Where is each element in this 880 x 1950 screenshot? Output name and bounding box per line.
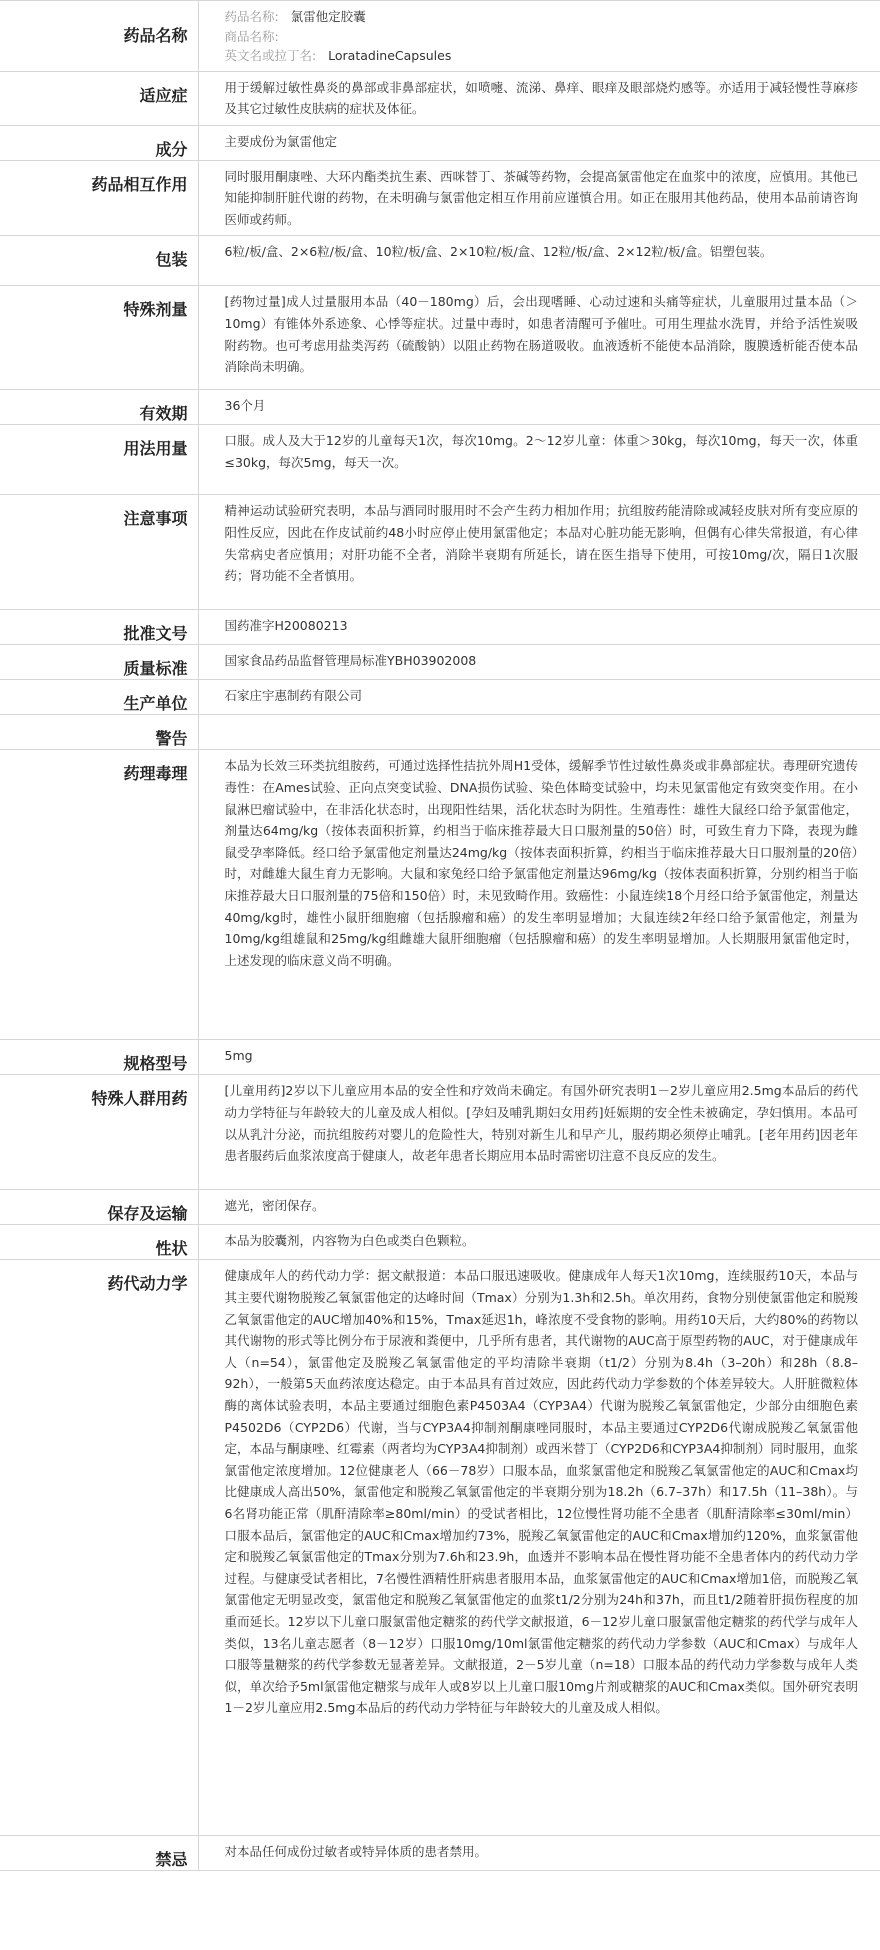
label-overdose: 特殊剂量 (0, 286, 198, 390)
value-appearance: 本品为胶囊剂，内容物为白色或类白色颗粒。 (198, 1225, 880, 1260)
value-overdose: [药物过量]成人过量服用本品（40－180mg）后，会出现嗜睡、心动过速和头痛等症状，儿童服用过量本品（＞10mg）有锥体外系迹象、心悸等症状。过量中毒时，如患者清醒可予催吐。可用生理盐水洗胃，并给予活性炭吸附药物。也可考虑用盐类泻药（硫酸钠）以阻止药物在肠道吸收。血液透析不能使本品消除，腹膜透析能否使本品消除尚未明确。 (198, 286, 880, 390)
label-quality-standard: 质量标准 (0, 645, 198, 680)
value-warning (198, 715, 880, 750)
value-dosage: 口服。成人及大于12岁的儿童每天1次，每次10mg。2～12岁儿童：体重＞30kg，每次10mg，每天一次，体重≤30kg，每次5mg，每天一次。 (198, 425, 880, 495)
value-drug-name (198, 1, 880, 72)
label-specification: 规格型号 (0, 1040, 198, 1075)
row-overdose (0, 286, 880, 390)
generic-name-label: 药品名称: (224, 9, 279, 24)
label-manufacturer: 生产单位 (0, 680, 198, 715)
value-precautions: 精神运动试验研究表明，本品与酒同时服用时不会产生药力相加作用；抗组胺药能清除或减轻皮肤对所有变应原的阳性反应，因此在作皮试前约48小时应停止使用氯雷他定；本品对心脏功能无影响，但偶有心律失常报道，有心律失常病史者应慎用；对肝功能不全者，消除半衰期有所延长，请在医生指导下使用，可按10mg/次，隔日1次服药；肾功能不全者慎用。 (198, 495, 880, 610)
value-approval-number: 国药准字H20080213 (198, 610, 880, 645)
row-packaging (0, 236, 880, 286)
label-warning: 警告 (0, 715, 198, 750)
label-shelf-life: 有效期 (0, 390, 198, 425)
label-dosage: 用法用量 (0, 425, 198, 495)
trade-name-label: 商品名称: (224, 28, 279, 44)
value-pharmacology: 本品为长效三环类抗组胺药，可通过选择性拮抗外周H1受体，缓解季节性过敏性鼻炎或非鼻部症状。毒理研究遗传毒性：在Ames试验、正向点突变试验、DNA损伤试验、染色体畸变试验中，均未见氯雷他定有致突变作用。在小鼠淋巴瘤试验中，在非活化状态时，出现阳性结果，活化状态时为阴性。生殖毒性：雄性大鼠经口给予氯雷他定，剂量达64mg/kg（按体表面积折算，约相当于临床推荐最大日口服剂量的50倍）时，可致生育力下降，表现为雌鼠受孕率降低。经口给予氯雷他定剂量达24mg/kg（按体表面积折算，约相当于临床推荐最大日口服剂量的20倍）时，对雌雄大鼠生育力无影响。大鼠和家兔经口给予氯雷他定剂量达96mg/kg（按体表面积折算，分别约相当于临床推荐最大日口服剂量的75倍和150倍）时，未见致畸作用。致癌性：小鼠连续18个月经口给予氯雷他定，剂量达40mg/kg时，雄性小鼠肝细胞瘤（包括腺瘤和癌）的发生率明显增加；大鼠连续2年经口给予氯雷他定，剂量为10mg/kg组雄鼠和25mg/kg组雌雄大鼠肝细胞瘤（包括腺瘤和癌）的发生率明显增加。人长期服用氯雷他定时，上述发现的临床意义尚不明确。 (198, 750, 880, 1040)
generic-name-value: 氯雷他定胶囊 (290, 9, 366, 24)
value-specification: 5mg (198, 1040, 880, 1075)
row-drug-name (0, 1, 880, 72)
value-ingredients: 主要成份为氯雷他定 (198, 125, 880, 160)
label-approval-number: 批准文号 (0, 610, 198, 645)
row-warning (0, 715, 880, 750)
label-appearance: 性状 (0, 1225, 198, 1260)
row-shelf-life (0, 390, 880, 425)
row-appearance (0, 1225, 880, 1260)
row-indications (0, 71, 880, 125)
label-interactions: 药品相互作用 (0, 160, 198, 236)
row-pharmacology (0, 750, 880, 1040)
value-packaging: 6粒/板/盒、2×6粒/板/盒、10粒/板/盒、2×10粒/板/盒、12粒/板/盒、2×12粒/板/盒。铝塑包装。 (198, 236, 880, 286)
value-shelf-life: 36个月 (198, 390, 880, 425)
row-manufacturer (0, 680, 880, 715)
value-contraindications: 对本品任何成份过敏者或特异体质的患者禁用。 (198, 1836, 880, 1871)
english-name-value: LoratadineCapsules (328, 48, 452, 63)
label-drug-name: 药品名称 (0, 1, 198, 72)
row-interactions (0, 160, 880, 236)
row-specification (0, 1040, 880, 1075)
value-manufacturer: 石家庄宇惠制药有限公司 (198, 680, 880, 715)
label-precautions: 注意事项 (0, 495, 198, 610)
row-special-populations (0, 1075, 880, 1190)
row-precautions (0, 495, 880, 610)
english-name-label: 英文名或拉丁名: (224, 48, 317, 63)
value-storage: 遮光，密闭保存。 (198, 1190, 880, 1225)
row-dosage (0, 425, 880, 495)
label-storage: 保存及运输 (0, 1190, 198, 1225)
value-quality-standard: 国家食品药品监督管理局标准YBH03902008 (198, 645, 880, 680)
row-quality-standard (0, 645, 880, 680)
row-contraindications (0, 1836, 880, 1871)
value-special-populations: [儿童用药]2岁以下儿童应用本品的安全性和疗效尚未确定。有国外研究表明1－2岁儿童应用2.5mg本品后的药代动力学特征与年龄较大的儿童及成人相似。[孕妇及哺乳期妇女用药]妊娠期的安全性未被确定，孕妇慎用。本品可以从乳汁分泌，而抗组胺药对婴儿的危险性大，特别对新生儿和早产儿，服药期必须停止哺乳。[老年用药]因老年患者服药后血浆浓度高于健康人，故老年患者长期应用本品时需密切注意不良反应的发生。 (198, 1075, 880, 1190)
row-storage (0, 1190, 880, 1225)
label-indications: 适应症 (0, 71, 198, 125)
value-interactions: 同时服用酮康唑、大环内酯类抗生素、西咪替丁、茶碱等药物，会提高氯雷他定在血浆中的浓度，应慎用。其他已知能抑制肝脏代谢的药物，在未明确与氯雷他定相互作用前应谨慎合用。如正在服用其他药品，使用本品前请咨询医师或药师。 (198, 160, 880, 236)
label-pharmacology: 药理毒理 (0, 750, 198, 1040)
label-packaging: 包装 (0, 236, 198, 286)
value-indications: 用于缓解过敏性鼻炎的鼻部或非鼻部症状，如喷嚏、流涕、鼻痒、眼痒及眼部烧灼感等。亦适用于减轻慢性荨麻疹及其它过敏性皮肤病的症状及体征。 (198, 71, 880, 125)
row-pharmacokinetics (0, 1260, 880, 1836)
label-pharmacokinetics: 药代动力学 (0, 1260, 198, 1836)
row-ingredients (0, 125, 880, 160)
value-pharmacokinetics: 健康成年人的药代动力学：据文献报道：本品口服迅速吸收。健康成年人每天1次10mg，连续服药10天，本品与其主要代谢物脱羧乙氧氯雷他定的达峰时间（Tmax）分别为1.3h和2.5h。单次用药，食物分别使氯雷他定和脱羧乙氧氯雷他定的AUC增加40%和15%，Tmax延迟1h，峰浓度不受食物的影响。用药10天后，大约80%的药物以其代谢物的形式等比例分布于尿液和粪便中，几乎所有患者，其代谢物的AUC高于原型药物的AUC，对于健康成年人（n=54），氯雷他定及脱羧乙氧氯雷他定的平均清除半衰期（t1/2）分别为8.4h（3–20h）和28h（8.8–92h），一般第5天血药浓度达稳定。由于本品具有首过效应，因此药代动力学参数的个体差异较大。人肝脏微粒体酶的离体试验表明，本品主要通过细胞色素P4503A4（CYP3A4）代谢为脱羧乙氧氯雷他定，少部分由细胞色素P4502D6（CYP2D6）代谢，当与CYP3A4抑制剂酮康唑同服时，本品主要通过CYP2D6代谢成脱羧乙氧氯雷他定，本品与酮康唑、红霉素（两者均为CYP3A4抑制剂）或西米替丁（CYP2D6和CYP3A4抑制剂）同时服用，血浆氯雷他定浓度增加。12位健康老人（66－78岁）口服本品，血浆氯雷他定和脱羧乙氧氯雷他定的AUC和Cmax均比健康成人高出50%，氯雷他定和脱羧乙氧氯雷他定的半衰期分别为18.2h（6.7–37h）和17.5h（11–38h）。与6名肾功能正常（肌酐清除率≥80ml/min）的受试者相比，12位慢性肾功能不全患者（肌酐清除率≤30ml/min）口服本品后，氯雷他定的AUC和Cmax增加约73%，脱羧乙氧氯雷他定的AUC和Cmax增加约120%，血浆氯雷他定和脱羧乙氧氯雷他定的Tmax分别为7.6h和23.9h，血透并不影响本品在慢性肾功能不全患者体内的药代动力学过程。与健康受试者相比，7名慢性酒精性肝病患者服用本品，血浆氯雷他定的AUC和Cmax增加1倍，而脱羧乙氧氯雷他定无明显改变，氯雷他定和脱羧乙氧氯雷他定的血浆t1/2分别为24h和37h，而且t1/2随着肝损伤程度的加重而延长。12岁以下儿童口服氯雷他定糖浆的药代学文献报道，6－12岁儿童口服氯雷他定糖浆的药代学与成年人类似，13名儿童志愿者（8－12岁）口服10mg/10ml氯雷他定糖浆的药代动力学参数（AUC和Cmax）与成年人口服等量糖浆的药代学参数无显著差异。文献报道，2－5岁儿童（n=18）口服本品的药代动力学参数与成年人类似，单次给予5ml氯雷他定糖浆与成年人或8岁以上儿童口服10mg片剂或糖浆的AUC和Cmax类似。国外研究表明1－2岁儿童应用2.5mg本品后的药代动力学特征与年龄较大的儿童及成人相似。 (198, 1260, 880, 1836)
label-ingredients: 成分 (0, 125, 198, 160)
label-special-populations: 特殊人群用药 (0, 1075, 198, 1190)
label-contraindications: 禁忌 (0, 1836, 198, 1871)
row-approval-number (0, 610, 880, 645)
